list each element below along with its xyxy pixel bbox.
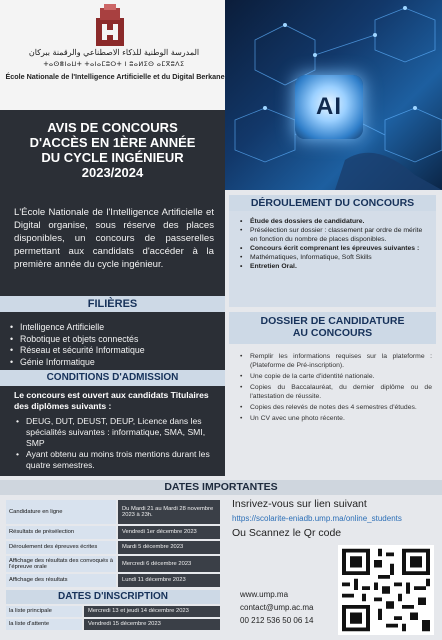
filieres-heading: FILIÈRES xyxy=(0,296,225,312)
date-value: Du Mardi 21 au Mardi 28 novembre 2023 à 23h. xyxy=(118,500,220,524)
list-item: • Étude des dossiers de candidature. xyxy=(240,217,430,226)
date-value: Vendredi 1er décembre 2023 xyxy=(118,526,220,539)
school-logo xyxy=(94,4,126,48)
intro-panel xyxy=(0,196,225,296)
table-row xyxy=(6,526,220,539)
dossier-list xyxy=(240,352,432,425)
email-link[interactable]: contact@ump.ac.ma xyxy=(240,603,314,612)
inscription-heading: DATES D'INSCRIPTION xyxy=(6,590,220,604)
list-item: • Mathématiques, Informatique, Soft Skills xyxy=(240,253,430,262)
school-name-amazigh: ⵜⴰⵙⴻⵏⴰⵡⵜ ⵜⴰⵏⴰⵎⵓⵔⵜ ⵏ ⵓⴰⵍⵉⵙ ⴰⵎⴳⵓⴷⵉ xyxy=(43,60,185,68)
list-item: • Copies des relevés de notes des 4 semestres d'études. xyxy=(240,403,432,412)
table-row xyxy=(6,556,220,572)
website-link[interactable]: www.ump.ma xyxy=(240,590,289,599)
ai-chip-label: AI xyxy=(316,93,342,120)
list-item: • Remplir les informations requises sur la plateforme : (Plateforme de Pré-inscription). xyxy=(240,352,432,370)
date-label: Résultats de présélection xyxy=(6,526,116,539)
title-line-2: D'ACCÈS EN 1ÈRE ANNÉE xyxy=(29,135,196,150)
filieres-list xyxy=(10,322,222,368)
list-item: • Un CV avec une photo récente. xyxy=(240,414,432,423)
list-item: • Copies du Baccalauréat, du dernier diplôme ou de l'attestation de réussite. xyxy=(240,383,432,401)
dossier-heading xyxy=(229,312,436,344)
date-value: Lundi 11 décembre 2023 xyxy=(118,574,220,587)
title-line-4: 2023/2024 xyxy=(81,165,144,180)
intro-text: L'École Nationale de l'Intelligence Artificielle et Digital organise, sous réserve des places disponibles, un concours de passerelles permettant aux candidats d'accéder à la première année du cycle ingénieur. xyxy=(14,207,214,270)
deroulement-heading: DÉROULEMENT DU CONCOURS xyxy=(229,195,436,211)
list-item: • Robotique et objets connectés xyxy=(10,334,222,346)
dossier-heading-line1: DOSSIER DE CANDIDATURE xyxy=(260,315,405,327)
school-name-arabic: المدرسة الوطنية للذكاء الاصطناعي والرقمنة ببركان xyxy=(28,48,200,57)
dates-heading: DATES IMPORTANTES xyxy=(0,480,442,495)
school-name-french: École Nationale de l'Intelligence Artificielle et du Digital Berkane xyxy=(5,72,225,81)
list-item: • Réseau et sécurité Informatique xyxy=(10,345,222,357)
date-label: Affichage des résultats xyxy=(6,574,116,587)
table-row xyxy=(6,500,220,524)
date-value: Mardi 5 décembre 2023 xyxy=(118,541,220,554)
conditions-heading: CONDITIONS D'ADMISSION xyxy=(0,370,225,386)
header xyxy=(0,0,225,110)
qr-code-icon xyxy=(338,545,434,635)
qr-prompt: Ou Scannez le Qr code xyxy=(232,527,342,539)
inscription-link[interactable]: https://scolarite-eniadb.ump.ma/online_students xyxy=(232,514,402,523)
list-item: • Concours écrit comprenant les épreuves suivantes : xyxy=(240,244,430,253)
dossier-heading-line2: AU CONCOURS xyxy=(292,327,373,339)
date-label: la liste d'attente xyxy=(6,619,82,630)
ai-chip-graphic xyxy=(295,75,363,139)
date-value: Vendredi 15 décembre 2023 xyxy=(84,619,220,630)
list-item: • Présélection sur dossier : classement par ordre de mérite en fonction du nombre de places disponibles. xyxy=(240,226,430,244)
hero-image xyxy=(225,0,442,190)
list-item: • Ayant obtenu au moins trois mentions durant les quatre semestres. xyxy=(16,449,222,471)
phone-number: 00 212 536 50 06 14 xyxy=(240,616,314,625)
list-item: • Intelligence Artificielle xyxy=(10,322,222,334)
list-item: • Entretien Oral. xyxy=(240,262,430,271)
date-label: Candidature en ligne xyxy=(6,500,116,524)
table-row xyxy=(6,619,220,630)
title-line-1: AVIS DE CONCOURS xyxy=(47,120,178,135)
date-label: la liste principale xyxy=(6,606,82,617)
table-row xyxy=(6,541,220,554)
title-block xyxy=(0,110,225,196)
list-item: • Une copie de la carte d'identité nationale. xyxy=(240,372,432,381)
date-value: Mercredi 6 décembre 2023 xyxy=(118,556,220,572)
table-row xyxy=(6,606,220,617)
date-value: Mercredi 13 et jeudi 14 décembre 2023 xyxy=(84,606,220,617)
inscription-prompt: Insrivez-vous sur lien suivant xyxy=(232,498,367,510)
date-label: Affichage des résultats des convoqués à l'épreuve orale xyxy=(6,556,116,572)
title-line-3: DU CYCLE INGÉNIEUR xyxy=(41,150,184,165)
qr-code[interactable] xyxy=(338,545,434,635)
table-row xyxy=(6,574,220,587)
date-label: Déroulement des épreuves écrites xyxy=(6,541,116,554)
conditions-intro: Le concours est ouvert aux candidats Titulaires des diplômes suivants : xyxy=(14,390,209,411)
list-item: • DEUG, DUT, DEUST, DEUP, Licence dans les spécialités suivantes : informatique, SMA, SMI, SMP xyxy=(16,416,222,449)
list-item: • Génie Informatique xyxy=(10,357,222,369)
deroulement-list xyxy=(240,217,430,271)
conditions-list xyxy=(16,416,222,471)
